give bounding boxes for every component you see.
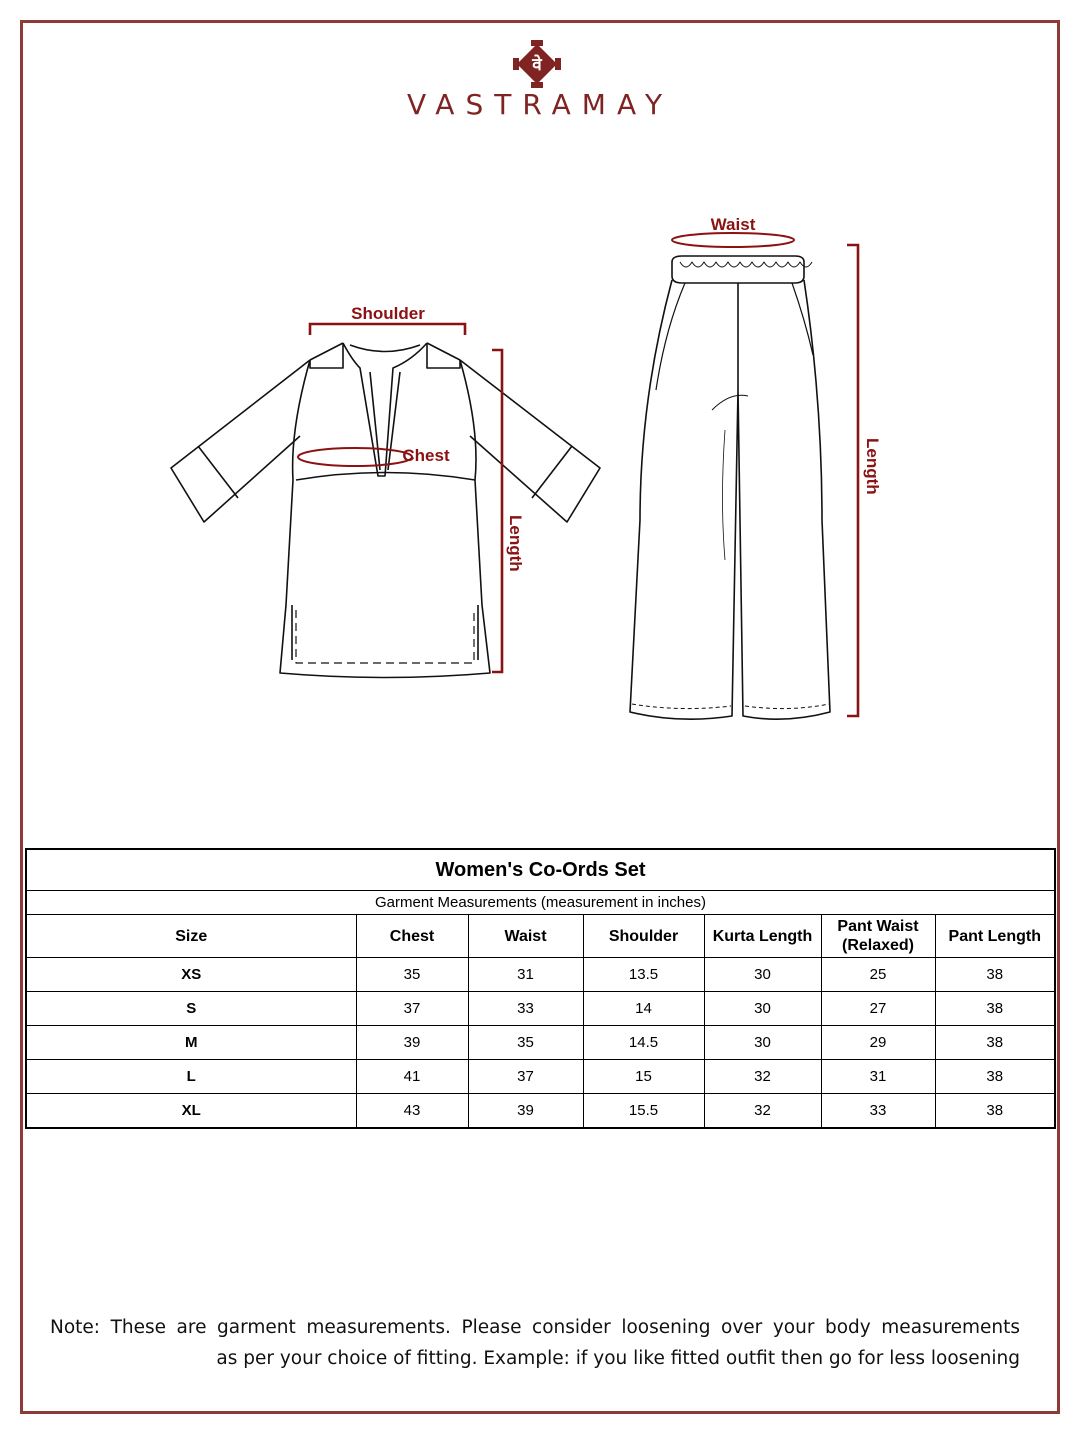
waist-cell: 37 <box>468 1060 583 1094</box>
pant-length-cell: 38 <box>935 1094 1055 1129</box>
table-row <box>26 958 1055 992</box>
size-cell: XS <box>26 958 356 992</box>
shoulder-label: Shoulder <box>351 304 425 323</box>
waist-cell: 31 <box>468 958 583 992</box>
size-table <box>25 848 1056 1129</box>
shoulder-cell: 15.5 <box>583 1094 704 1129</box>
header-pant-waist-line1: Pant Waist <box>837 918 919 935</box>
fit-note-line-1: Note: These are garment measurements. Please consider loosening over your body measurements <box>50 1317 1020 1338</box>
table-row <box>26 1060 1055 1094</box>
waist-label: Waist <box>710 215 756 234</box>
header-chest: Chest <box>356 915 468 958</box>
shoulder-cell: 13.5 <box>583 958 704 992</box>
waist-cell: 35 <box>468 1026 583 1060</box>
kurta-drawing <box>171 343 600 678</box>
pant-length-cell: 38 <box>935 992 1055 1026</box>
chest-marker <box>298 448 412 466</box>
shoulder-cell: 14 <box>583 992 704 1026</box>
pant-length-cell: 38 <box>935 1026 1055 1060</box>
header-pant-waist <box>821 915 935 958</box>
table-title: Women's Co-Ords Set <box>26 849 1055 891</box>
kurta-length-cell: 30 <box>704 958 821 992</box>
size-cell: XL <box>26 1094 356 1129</box>
kurta-length-cell: 32 <box>704 1060 821 1094</box>
table-header-row <box>26 915 1055 958</box>
shoulder-cell: 15 <box>583 1060 704 1094</box>
kurta-length-cell: 32 <box>704 1094 821 1129</box>
fit-note <box>50 1312 1020 1374</box>
size-cell: L <box>26 1060 356 1094</box>
pant-drawing <box>630 256 830 719</box>
waist-cell: 33 <box>468 992 583 1026</box>
brand-name: VASTRAMAY <box>406 88 674 121</box>
header-pant-waist-line2: (Relaxed) <box>841 937 915 954</box>
pant-waist-cell: 25 <box>821 958 935 992</box>
chest-cell: 37 <box>356 992 468 1026</box>
chest-cell: 41 <box>356 1060 468 1094</box>
pant-waist-cell: 33 <box>821 1094 935 1129</box>
pant-length-cell: 38 <box>935 958 1055 992</box>
header-waist: Waist <box>468 915 583 958</box>
header-pant-length: Pant Length <box>935 915 1055 958</box>
pant-waist-cell: 27 <box>821 992 935 1026</box>
pant-measure-markers <box>672 233 858 716</box>
pant-waist-cell: 29 <box>821 1026 935 1060</box>
size-cell: M <box>26 1026 356 1060</box>
chest-label: Chest <box>402 446 450 465</box>
size-cell: S <box>26 992 356 1026</box>
shoulder-marker <box>310 324 465 335</box>
kurta-length-cell: 30 <box>704 1026 821 1060</box>
fit-note-line-2: as per your choice of fitting. Example: if you like fitted outfit then go for less loosening <box>216 1348 1020 1369</box>
waist-cell: 39 <box>468 1094 583 1129</box>
header-shoulder: Shoulder <box>583 915 704 958</box>
chest-cell: 43 <box>356 1094 468 1129</box>
chest-cell: 35 <box>356 958 468 992</box>
waist-marker <box>672 233 794 247</box>
shoulder-cell: 14.5 <box>583 1026 704 1060</box>
kurta-length-marker <box>492 350 502 672</box>
table-row <box>26 1026 1055 1060</box>
kurta-length-cell: 30 <box>704 992 821 1026</box>
table-row <box>26 992 1055 1026</box>
kurta-length-label: Length <box>506 515 525 572</box>
table-row <box>26 1094 1055 1129</box>
header-kurta-length: Kurta Length <box>704 915 821 958</box>
pant-waist-cell: 31 <box>821 1060 935 1094</box>
pant-length-marker <box>847 245 858 716</box>
header-size: Size <box>26 915 356 958</box>
pant-length-cell: 38 <box>935 1060 1055 1094</box>
size-chart <box>25 848 1054 1129</box>
table-subtitle: Garment Measurements (measurement in inches) <box>26 891 1055 915</box>
chest-cell: 39 <box>356 1026 468 1060</box>
pant-length-label: Length <box>863 438 882 495</box>
brand-logo-glyph: वे <box>532 55 542 75</box>
